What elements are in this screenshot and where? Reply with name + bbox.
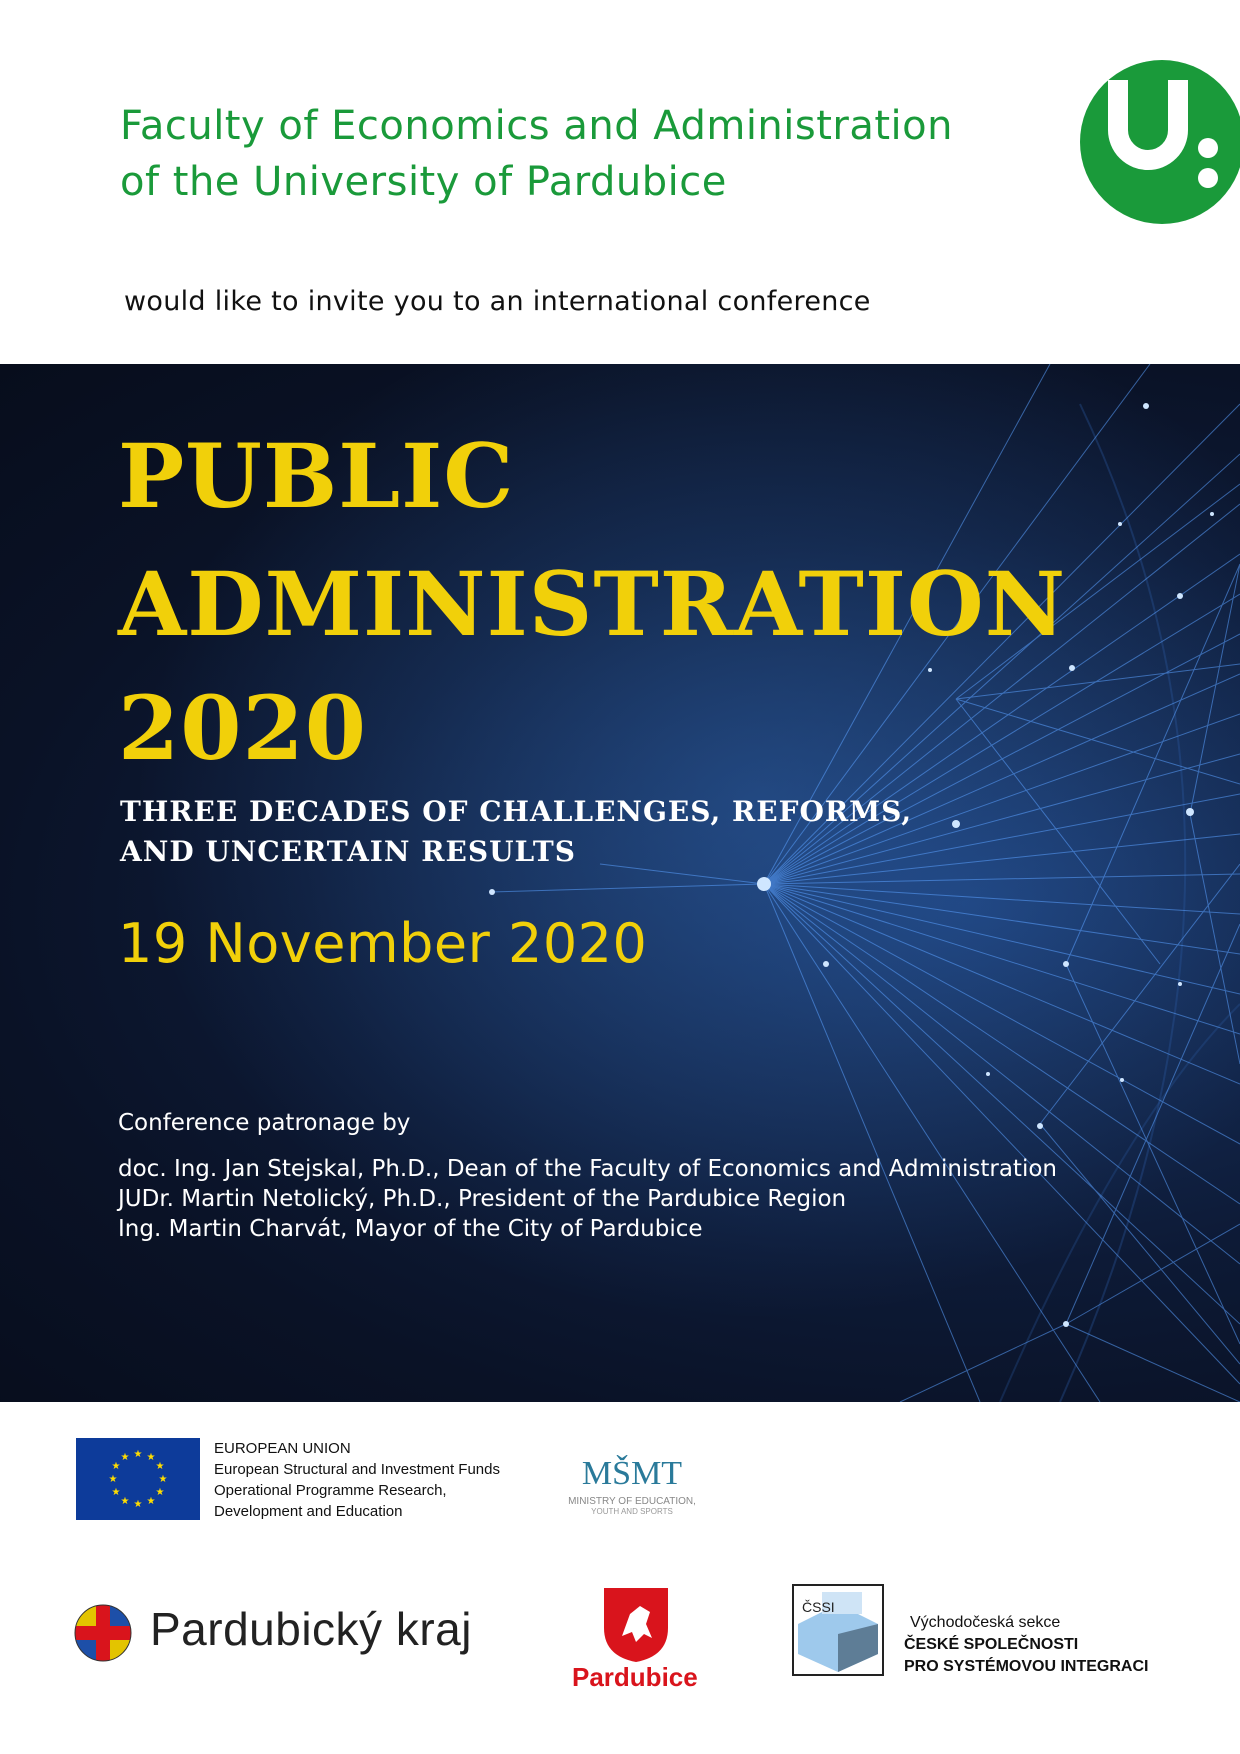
msmt-line1: MINISTRY OF EDUCATION, <box>568 1496 696 1507</box>
conference-subtitle-line2: AND UNCERTAIN RESULTS <box>120 835 576 868</box>
svg-text:★: ★ <box>155 1461 165 1472</box>
patron-item: Ing. Martin Charvát, Mayor of the City of Pardubice <box>118 1216 703 1242</box>
conference-title-line1: PUBLIC <box>118 424 515 528</box>
patron-list <box>118 1154 1057 1244</box>
svg-text:★: ★ <box>133 1499 143 1510</box>
svg-text:★: ★ <box>146 1496 156 1507</box>
eu-line: European Structural and Investment Funds <box>214 1461 500 1478</box>
cssi-description <box>904 1612 1148 1678</box>
conference-subtitle-line1: THREE DECADES OF CHALLENGES, REFORMS, <box>120 795 913 828</box>
eu-line: EUROPEAN UNION <box>214 1440 351 1457</box>
faculty-title-line2: of the University of Pardubice <box>120 159 727 205</box>
svg-text:★: ★ <box>120 1452 130 1463</box>
conference-subtitle <box>120 792 912 872</box>
patron-item: JUDr. Martin Netolický, Ph.D., President of the Pardubice Region <box>118 1186 847 1212</box>
patron-item: doc. Ing. Jan Stejskal, Ph.D., Dean of the Faculty of Economics and Administration <box>118 1156 1057 1182</box>
msmt-mark: MŠMT <box>581 1455 683 1492</box>
svg-text:★: ★ <box>120 1496 130 1507</box>
university-logo-icon <box>1080 60 1240 224</box>
pardubicky-kraj-label: Pardubický kraj <box>150 1603 472 1655</box>
eu-flag-icon <box>76 1438 200 1520</box>
cssi-puzzle-logo-icon <box>792 1584 884 1676</box>
pardubice-coat-of-arms-icon <box>600 1584 672 1664</box>
pardubicky-kraj-emblem-icon <box>74 1604 132 1662</box>
patronage-heading: Conference patronage by <box>118 1110 411 1136</box>
faculty-title <box>120 98 953 210</box>
cssi-line1: Východočeská sekce <box>910 1614 1061 1631</box>
svg-text:★: ★ <box>111 1487 121 1498</box>
svg-text:★: ★ <box>146 1452 156 1463</box>
eu-line: Development and Education <box>214 1503 403 1520</box>
svg-text:★: ★ <box>111 1461 121 1472</box>
svg-text:★: ★ <box>108 1474 118 1485</box>
msmt-logo-icon <box>552 1440 712 1522</box>
conference-banner <box>0 364 1240 1402</box>
msmt-line2: YOUTH AND SPORTS <box>591 1507 673 1516</box>
svg-text:★: ★ <box>158 1474 168 1485</box>
svg-text:★: ★ <box>155 1487 165 1498</box>
eu-line: Operational Programme Research, <box>214 1482 447 1499</box>
invitation-text: would like to invite you to an international conference <box>124 286 871 317</box>
conference-title-line2: ADMINISTRATION <box>118 552 1067 656</box>
eu-funding-text <box>214 1438 500 1522</box>
cssi-line2: ČESKÉ SPOLEČNOSTI <box>904 1636 1079 1653</box>
svg-text:★: ★ <box>133 1449 143 1460</box>
faculty-title-line1: Faculty of Economics and Administration <box>120 103 953 149</box>
cssi-mark: ČSSI <box>802 1599 835 1615</box>
conference-date: 19 November 2020 <box>118 912 648 975</box>
pardubice-label: Pardubice <box>572 1662 698 1692</box>
cssi-line3: PRO SYSTÉMOVOU INTEGRACI <box>904 1658 1149 1675</box>
conference-title-line3: 2020 <box>118 676 367 780</box>
